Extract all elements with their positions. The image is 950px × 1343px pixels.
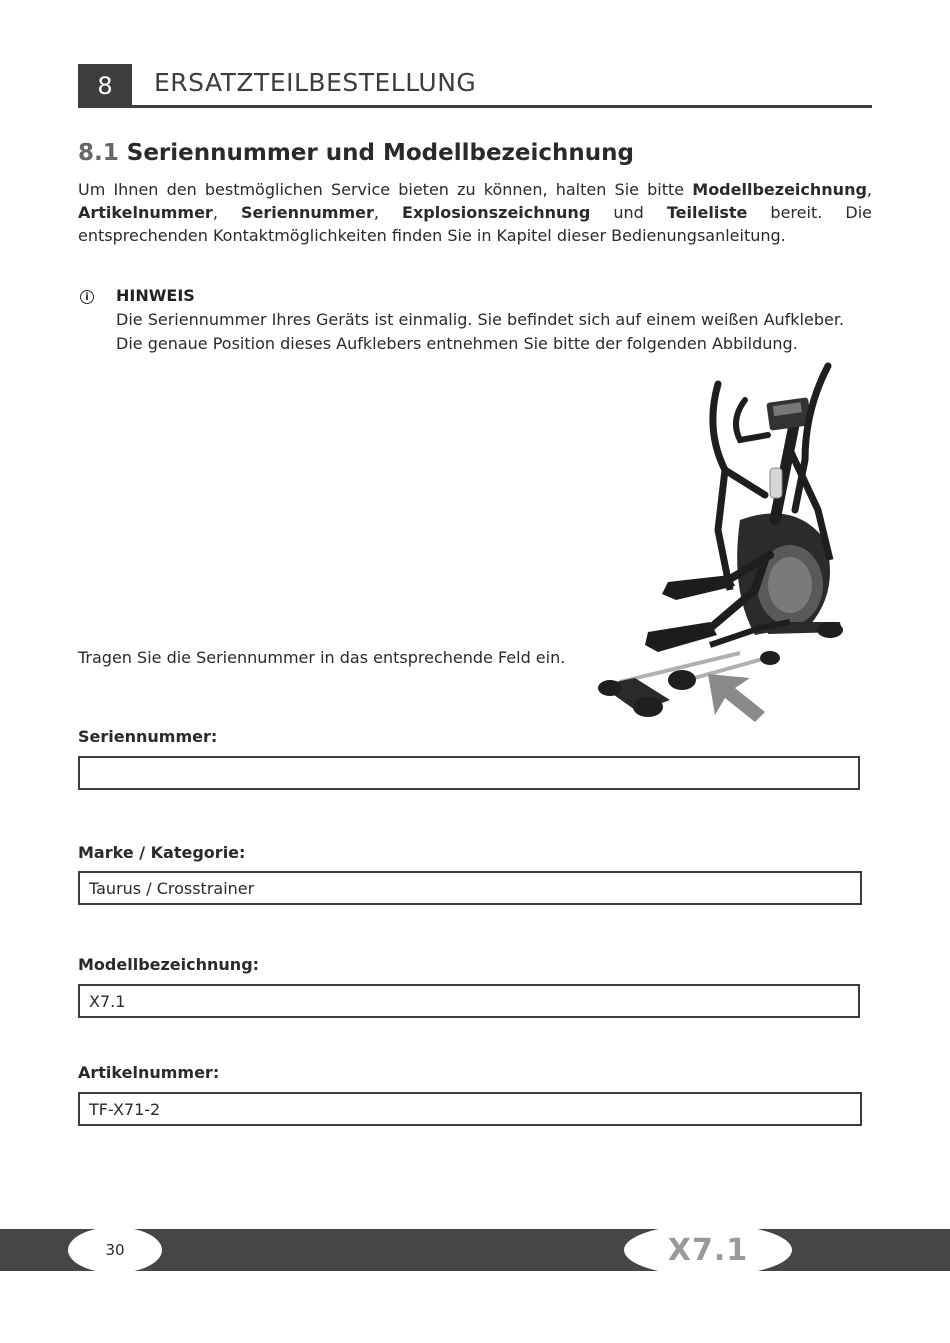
- article-field[interactable]: TF-X71-2: [78, 1092, 862, 1126]
- intro-bold-model: Modellbezeichnung: [692, 180, 867, 199]
- intro-text: ,: [373, 203, 403, 222]
- intro-text: ,: [212, 203, 241, 222]
- intro-bold-explosion: Explosionszeichnung: [402, 203, 591, 222]
- brand-field[interactable]: Taurus / Crosstrainer: [78, 871, 862, 905]
- intro-text: ,: [866, 180, 872, 199]
- intro-bold-serial: Seriennummer: [241, 203, 374, 222]
- section-heading: [78, 140, 634, 166]
- chapter-title: ERSATZTEILBESTELLUNG: [154, 68, 477, 97]
- chapter-divider: [132, 105, 872, 108]
- note-text: Die Seriennummer Ihres Geräts ist einmalig. Sie befindet sich auf einem weißen Aufkleber. Die genaue Position dieses Aufklebers entnehmen Sie bitte der folgenden Abbildung.: [116, 310, 845, 353]
- intro-text: Um Ihnen den bestmöglichen Service bieten zu können, halten Sie bitte: [78, 180, 693, 199]
- page-number: 30: [68, 1227, 162, 1273]
- crosstrainer-illustration: [590, 360, 860, 730]
- chapter-number: 8: [78, 64, 132, 108]
- instruction-text: Tragen Sie die Seriennummer in das entsprechende Feld ein.: [78, 648, 566, 667]
- serial-label: Seriennummer:: [78, 727, 218, 746]
- info-icon: i: [80, 290, 94, 304]
- intro-text: und: [590, 203, 667, 222]
- model-field[interactable]: X7.1: [78, 984, 860, 1018]
- intro-text: bereit. Die entsprechenden Kontaktmöglichkeiten finden Sie in Kapitel dieser Bedienungsanleitung.: [78, 203, 872, 245]
- section-number: 8.1: [78, 140, 119, 166]
- section-title: Seriennummer und Modellbezeichnung: [126, 140, 635, 166]
- intro-bold-parts: Teileliste: [666, 203, 748, 222]
- brand-label: Marke / Kategorie:: [78, 843, 246, 862]
- note-title: HINWEIS: [116, 286, 195, 305]
- article-label: Artikelnummer:: [78, 1063, 220, 1082]
- intro-paragraph: [78, 178, 872, 247]
- footer-model-badge: X7.1: [624, 1224, 792, 1276]
- serial-field[interactable]: [78, 756, 860, 790]
- model-label: Modellbezeichnung:: [78, 955, 260, 974]
- intro-bold-article: Artikelnummer: [78, 203, 213, 222]
